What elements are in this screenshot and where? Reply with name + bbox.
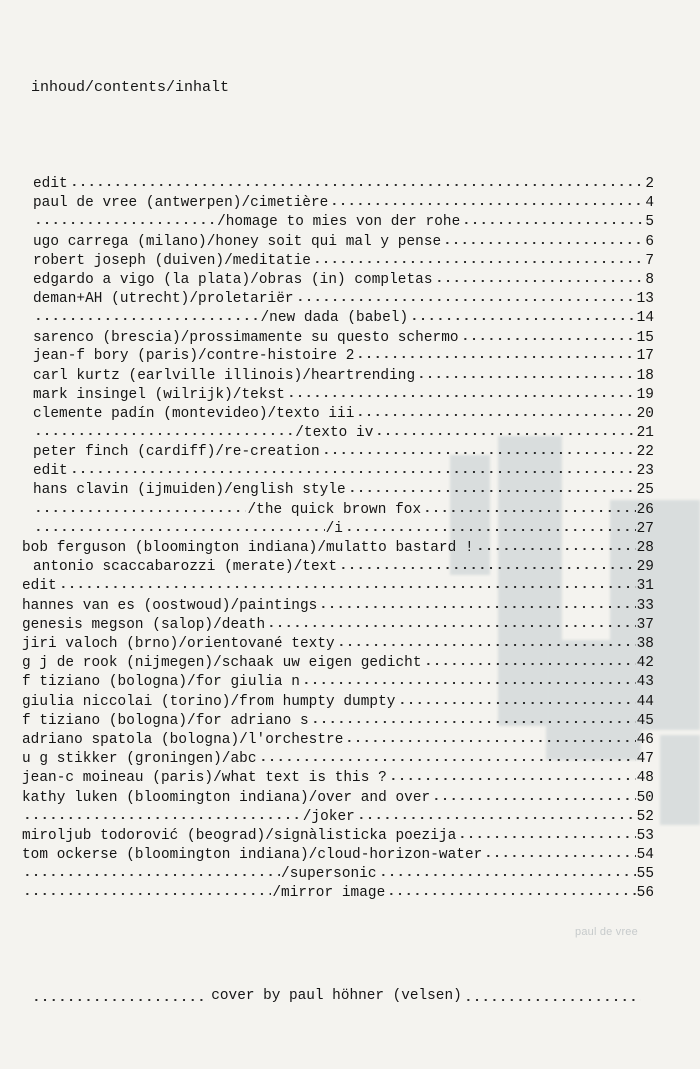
dot-leader	[348, 482, 636, 493]
dot-leader	[389, 770, 636, 781]
toc-entry-line	[33, 175, 654, 194]
toc-entry-line	[33, 520, 654, 539]
dot-leader	[464, 991, 641, 1002]
toc-entry	[22, 731, 654, 750]
toc-page-number: 38	[636, 636, 654, 652]
toc-entry	[33, 443, 654, 462]
toc-entry-title: edit	[22, 578, 57, 594]
toc-entry-title: clemente padín (montevideo)/texto iii	[33, 406, 355, 422]
toc-entry-line	[33, 558, 654, 577]
toc-page-number: 53	[636, 828, 654, 844]
toc-entry	[33, 309, 654, 328]
toc-entry-title: /joker	[302, 809, 355, 825]
dot-leader	[311, 713, 636, 724]
dot-leader	[34, 425, 294, 436]
toc-entry-line	[22, 808, 654, 827]
toc-entry-title: /the quick brown fox	[247, 502, 422, 518]
toc-entry-line	[22, 654, 654, 673]
toc-entry-title: jiri valoch (brno)/orientované texty	[22, 636, 335, 652]
toc-page-number: 56	[636, 885, 655, 901]
toc-entry-title: tom ockerse (bloomington indiana)/cloud-horizon-water	[22, 847, 483, 863]
contents-heading: inhoud/contents/inhalt	[31, 79, 230, 96]
toc-entry	[33, 462, 654, 481]
toc-entry-line	[33, 194, 654, 213]
toc-entry	[22, 693, 654, 712]
toc-entry-title: carl kurtz (earlville illinois)/heartrending	[33, 368, 416, 384]
dot-leader	[337, 636, 636, 647]
ghost-shape	[660, 735, 700, 825]
toc-page-number: 42	[636, 655, 654, 671]
toc-page-number: 47	[636, 751, 654, 767]
toc-entry-title: antonio scaccabarozzi (merate)/text	[33, 559, 338, 575]
toc-entry-title: edgardo a vigo (la plata)/obras (in) completas	[33, 272, 433, 288]
toc-page-number: 45	[636, 713, 654, 729]
toc-entry-line	[33, 213, 654, 232]
toc-entry	[22, 789, 654, 808]
toc-page-number: 20	[636, 406, 654, 422]
toc-entry-title: ugo carrega (milano)/honey soit qui mal y pense	[33, 234, 442, 250]
toc-entry	[22, 750, 654, 769]
toc-entry-title: sarenco (brescia)/prossimamente su questo schermo	[33, 330, 459, 346]
dot-leader	[462, 214, 644, 225]
dot-leader	[330, 195, 644, 206]
toc-entry	[33, 194, 654, 213]
toc-entry-title: jean-f bory (paris)/contre-histoire 2	[33, 348, 355, 364]
cover-credit	[30, 987, 643, 1006]
toc-entry-line	[22, 846, 654, 865]
toc-page-number: 17	[636, 348, 654, 364]
dot-leader	[435, 272, 645, 283]
toc-entry-line	[33, 405, 654, 424]
toc-entry-title: paul de vree (antwerpen)/cimetière	[33, 195, 329, 211]
toc-entry	[22, 673, 654, 692]
toc-entry-title: edit	[33, 176, 68, 192]
toc-entry-line	[22, 616, 654, 635]
toc-page-number: 46	[636, 732, 654, 748]
toc-entry-line	[33, 329, 654, 348]
toc-entry	[33, 271, 654, 290]
toc-entry	[22, 616, 654, 635]
toc-entry-line	[33, 386, 654, 405]
toc-entry-line	[22, 750, 654, 769]
toc-page-number: 48	[636, 770, 654, 786]
toc-entry	[33, 175, 654, 194]
toc-entry-line	[33, 424, 654, 443]
toc-page-number: 4	[645, 195, 654, 211]
toc-page-number: 22	[636, 444, 654, 460]
dot-leader	[322, 444, 636, 455]
dot-leader	[23, 866, 280, 877]
toc-entry-title: /texto iv	[295, 425, 374, 441]
toc-entry	[33, 520, 654, 539]
toc-entry	[22, 577, 654, 596]
toc-entry	[22, 846, 654, 865]
dot-leader	[424, 655, 636, 666]
dot-leader	[296, 291, 636, 302]
toc-page-number: 44	[636, 694, 654, 710]
toc-page-number: 18	[636, 368, 654, 384]
dot-leader	[417, 368, 635, 379]
toc-entry-title: /i	[325, 521, 343, 537]
toc-entry-title: genesis megson (salop)/death	[22, 617, 266, 633]
toc-page-number: 33	[636, 598, 654, 614]
dot-leader	[356, 406, 635, 417]
toc-entry-title: u g stikker (groningen)/abc	[22, 751, 257, 767]
toc-entry-title: hans clavin (ijmuiden)/english style	[33, 482, 346, 498]
toc-entry-line	[22, 673, 654, 692]
toc-page-number: 14	[636, 310, 655, 326]
dot-leader	[356, 348, 635, 359]
toc-entry	[33, 252, 654, 271]
dot-leader	[70, 176, 645, 187]
toc-page-number: 27	[636, 521, 654, 537]
toc-entry-line	[33, 347, 654, 366]
toc-entry	[33, 558, 654, 577]
toc-entry-title: edit	[33, 463, 68, 479]
toc-entry	[22, 808, 654, 827]
dot-leader	[458, 828, 635, 839]
dot-leader	[398, 694, 636, 705]
ghost-caption: paul de vree	[575, 926, 638, 938]
toc-page-number: 25	[636, 482, 654, 498]
toc-entry-line	[22, 539, 654, 558]
toc-page-number: 43	[636, 674, 654, 690]
dot-leader	[287, 387, 636, 398]
toc-entry-line	[22, 789, 654, 808]
dot-leader	[267, 617, 635, 628]
dot-leader	[387, 885, 635, 896]
dot-leader	[319, 598, 635, 609]
toc-entry-line	[22, 577, 654, 596]
toc-entry-line	[22, 635, 654, 654]
toc-page-number: 13	[636, 291, 654, 307]
toc-entry	[22, 769, 654, 788]
dot-leader	[23, 885, 271, 896]
toc-entry-line	[33, 233, 654, 252]
toc-entry	[33, 329, 654, 348]
toc-page-number: 55	[636, 866, 655, 882]
dot-leader	[476, 540, 636, 551]
toc-entry	[33, 424, 654, 443]
dot-leader	[410, 310, 635, 321]
dot-leader	[339, 559, 636, 570]
toc-entry-title: /mirror image	[272, 885, 386, 901]
toc-entry-title: hannes van es (oostwoud)/paintings	[22, 598, 318, 614]
toc-entry	[33, 233, 654, 252]
toc-entry-title: /new dada (babel)	[260, 310, 409, 326]
dot-leader	[432, 790, 635, 801]
toc-page-number: 21	[636, 425, 654, 441]
toc-entry-title: miroljub todorović (beograd)/signàlisticka poezija	[22, 828, 457, 844]
toc-page-number: 2	[645, 176, 654, 192]
toc-entry	[22, 884, 654, 903]
dot-leader	[259, 751, 636, 762]
dot-leader	[32, 991, 209, 1002]
toc-entry	[22, 635, 654, 654]
toc-entry	[22, 827, 654, 846]
toc-entry-title: deman+AH (utrecht)/proletariër	[33, 291, 294, 307]
toc-entry-title: bob ferguson (bloomington indiana)/mulatto bastard !	[22, 540, 474, 556]
toc-entry	[33, 481, 654, 500]
dot-leader	[375, 425, 635, 436]
toc-entry-title: kathy luken (bloomington indiana)/over and over	[22, 790, 431, 806]
dot-leader	[357, 809, 636, 820]
dot-leader	[59, 578, 636, 589]
dot-leader	[345, 521, 636, 532]
toc-entry-title: adriano spatola (bologna)/l'orchestre	[22, 732, 344, 748]
toc-page-number: 52	[636, 809, 654, 825]
toc-page-number: 7	[645, 253, 654, 269]
toc-entry-line	[33, 443, 654, 462]
toc-entry	[33, 405, 654, 424]
toc-page-number: 29	[636, 559, 654, 575]
cover-credit-text: cover by paul höhner (velsen)	[211, 988, 462, 1004]
dot-leader	[484, 847, 635, 858]
toc-entry-line	[22, 865, 654, 884]
toc-entry-title: f tiziano (bologna)/for giulia n	[22, 674, 300, 690]
toc-entry-line	[33, 501, 654, 520]
toc-entry-title: giulia niccolai (torino)/from humpty dumpty	[22, 694, 396, 710]
toc-page-number: 54	[636, 847, 654, 863]
toc-entry	[33, 367, 654, 386]
toc-entry-line	[22, 693, 654, 712]
toc-page-number: 15	[636, 330, 654, 346]
dot-leader	[34, 310, 259, 321]
toc-page-number: 6	[645, 234, 654, 250]
toc-entry	[33, 290, 654, 309]
toc-page-number: 28	[636, 540, 654, 556]
toc-entry-title: peter finch (cardiff)/re-creation	[33, 444, 320, 460]
dot-leader	[70, 463, 636, 474]
toc-entry	[22, 539, 654, 558]
toc-page-number: 19	[636, 387, 654, 403]
dot-leader	[443, 234, 644, 245]
dot-leader	[313, 253, 644, 264]
toc-entry-line	[22, 769, 654, 788]
toc-page-number: 31	[636, 578, 654, 594]
toc-entry	[22, 712, 654, 731]
dot-leader	[302, 674, 636, 685]
toc-entry-line	[33, 252, 654, 271]
toc-entry-line	[33, 290, 654, 309]
toc-entry-line	[22, 712, 654, 731]
toc-entry	[22, 597, 654, 616]
toc-page-number: 26	[636, 502, 654, 518]
toc-entry-title: /supersonic	[281, 866, 377, 882]
toc-entry-line	[22, 597, 654, 616]
toc-entry-line	[33, 462, 654, 481]
toc-entry-title: mark insingel (wilrijk)/tekst	[33, 387, 285, 403]
toc-entry-title: robert joseph (duiven)/meditatie	[33, 253, 311, 269]
dot-leader	[345, 732, 635, 743]
toc-page-number: 5	[645, 214, 655, 230]
toc-entry-title: g j de rook (nijmegen)/schaak uw eigen gedicht	[22, 655, 422, 671]
toc-entry	[33, 501, 654, 520]
toc-entry	[22, 865, 654, 884]
dot-leader	[34, 521, 325, 532]
toc-entry-line	[33, 481, 654, 500]
toc-entry-line	[33, 271, 654, 290]
toc-entry	[33, 213, 654, 232]
toc-entry-title: /homage to mies von der rohe	[217, 214, 461, 230]
dot-leader	[34, 214, 216, 225]
toc-entry-title: f tiziano (bologna)/for adriano s	[22, 713, 309, 729]
toc-page-number: 50	[636, 790, 654, 806]
toc-entry-line	[22, 884, 654, 903]
toc-entry	[33, 347, 654, 366]
toc-entry-line	[22, 731, 654, 750]
toc-entry	[22, 654, 654, 673]
toc-page-number: 8	[645, 272, 654, 288]
dot-leader	[379, 866, 636, 877]
dot-leader	[23, 809, 302, 820]
toc-entry-title: jean-c moineau (paris)/what text is this ?	[22, 770, 387, 786]
dot-leader	[34, 502, 246, 513]
toc-entry-line	[33, 367, 654, 386]
toc-entry-line	[22, 827, 654, 846]
toc-page-number: 23	[636, 463, 654, 479]
toc-entry-line	[33, 309, 654, 328]
toc-page-number: 37	[636, 617, 654, 633]
dot-leader	[423, 502, 635, 513]
toc-entry	[33, 386, 654, 405]
dot-leader	[461, 330, 636, 341]
